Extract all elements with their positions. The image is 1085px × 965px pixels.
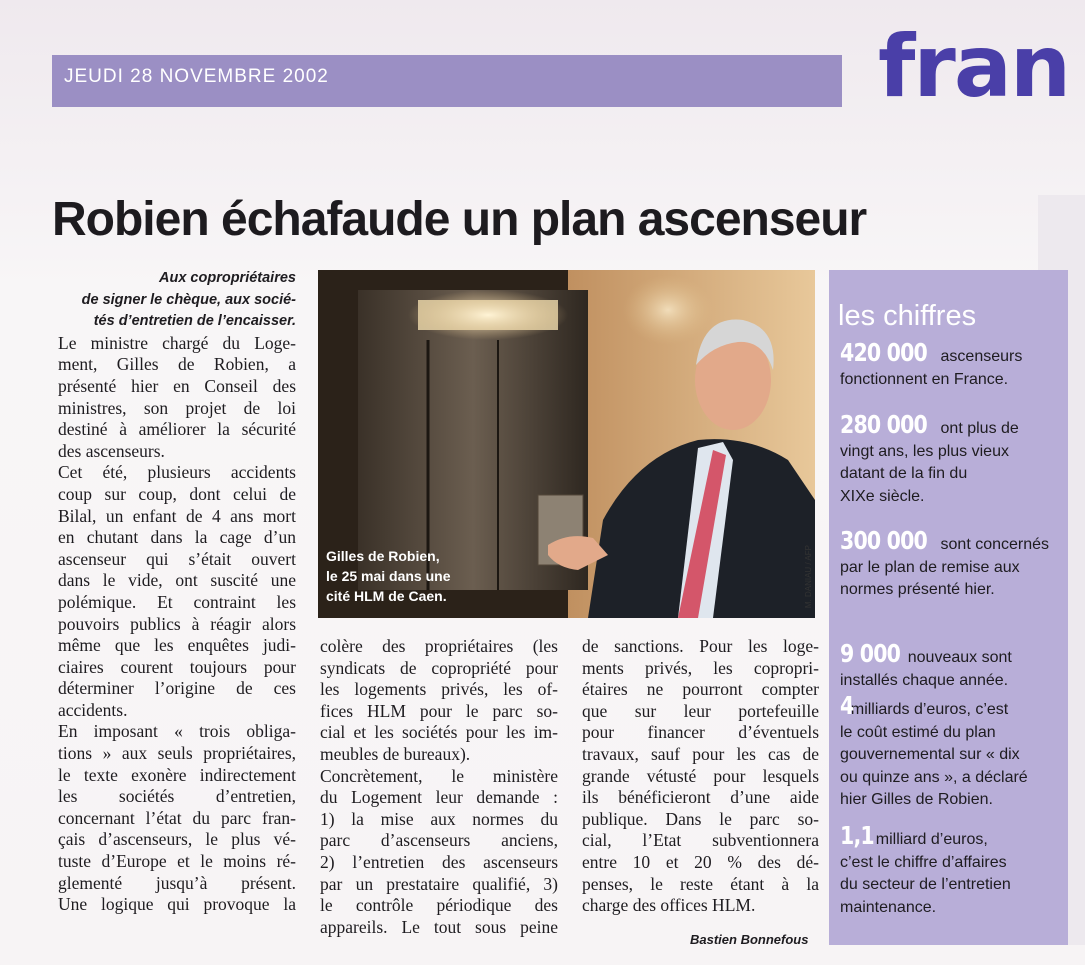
stat-line: gouvernemental sur « dix (840, 746, 1020, 763)
body-line: glementé jusqu’à présent. (58, 872, 296, 893)
article-column-1 (58, 268, 296, 916)
body-line: les logements privés, les of- (320, 679, 558, 700)
stat-line: ont plus de (940, 420, 1019, 437)
stat-item (840, 410, 1062, 508)
intro-line: Aux copropriétaires (159, 270, 296, 286)
sidebar-title: les chiffres (838, 300, 977, 332)
stat-line: fonctionnent en France. (840, 370, 1009, 388)
intro-line: tés d’entretien de l’encaisser. (93, 313, 296, 330)
caption-line: cité HLM de Caen. (326, 588, 447, 604)
stat-line: milliard d’euros, (875, 831, 988, 848)
stat-line: maintenance. (840, 898, 937, 916)
article-column-2 (320, 636, 558, 938)
stat-number: 280 000 (840, 410, 927, 439)
article-column-3 (582, 636, 819, 917)
body-line: Concrètement, le ministère (320, 765, 558, 786)
body-line: ment, Gilles de Robien, a (58, 354, 296, 375)
body-line: de sanctions. Pour les loge- (582, 636, 819, 656)
body-line: accidents. (58, 699, 128, 720)
stat-line: ou quinze ans », a déclaré (840, 768, 1028, 786)
stat-item (840, 338, 1062, 391)
stat-line: datant de la fin du (840, 465, 968, 482)
stat-line: milliards d’euros, c’est (850, 701, 1009, 718)
stat-line: nouveaux sont (907, 649, 1012, 666)
body-line: tions » aux seuls propriétaires, (58, 743, 296, 764)
stat-line: le coût estimé du plan (840, 723, 996, 741)
body-line: ciaires courent toujours pour (58, 656, 296, 677)
body-line: ments privés, les copropri- (582, 657, 819, 678)
body-line: çais d’ascenseurs, le plus vé- (58, 829, 296, 850)
body-line: Bilal, un enfant de 4 ans mort (58, 505, 296, 526)
body-line: par un prestataire qualifié, 3) (320, 873, 558, 894)
body-line: que sur leur portefeuille (582, 700, 819, 721)
stat-line: sont concernés (940, 536, 1050, 553)
body-line: fices HLM pour le parc so- (320, 700, 558, 721)
stat-line: du secteur de l’entretien (840, 876, 1011, 893)
stat-number: 300 000 (840, 526, 927, 555)
body-line: syndicats de copropriété pour (320, 657, 558, 678)
stat-item (840, 639, 1062, 692)
body-line: colère des propriétaires (les (320, 636, 558, 656)
body-line: dans le vide, ont suscité une (58, 570, 296, 591)
body-line: coup sur coup, dont celui de (58, 483, 296, 504)
body-line: travaux, sauf pour les cas de (582, 743, 819, 764)
article-byline: Bastien Bonnefous (690, 932, 809, 947)
body-line: penses, le reste étant à la (582, 873, 819, 894)
body-line: parc d’ascenseurs anciens, (320, 830, 558, 851)
body-line: concernant l’état du parc fran- (58, 807, 296, 828)
body-line: cial et les sociétés pour les im- (320, 722, 558, 743)
body-line: appareils. Le tout sous peine (320, 916, 558, 937)
body-line: le contrôle périodique des (320, 895, 558, 916)
body-line: Une logique qui provoque la (58, 894, 296, 915)
body-line: ascenseur qui s’était ouvert (58, 548, 296, 569)
body-line: le texte exonère indirectement (58, 764, 296, 785)
stat-line: par le plan de remise aux (840, 558, 1020, 576)
intro-line: de signer le chèque, aux socié- (81, 291, 296, 308)
body-line: pour financer d’éventuels (582, 722, 819, 743)
body-line: déterminer l’origine de ces (58, 678, 296, 699)
body-line: 2) l’entretien des ascenseurs (320, 851, 558, 872)
photo-credit: M. DANIAU / AFP (804, 544, 813, 608)
body-line: du Logement leur demande : (320, 787, 558, 808)
stat-number: 420 000 (840, 338, 927, 367)
stat-number: 9 000 (840, 639, 901, 668)
stat-number: 4 (840, 691, 854, 720)
body-line: même que les enquêtes judi- (58, 635, 296, 656)
caption-line: Gilles de Robien, (326, 548, 440, 564)
body-line: En imposant « trois obliga- (58, 721, 296, 742)
body-line: des ascenseurs. (58, 440, 165, 461)
body-line: ils bénéficieront d’une aide (582, 787, 819, 808)
body-line: Le ministre chargé du Loge- (58, 332, 296, 353)
body-line: meubles de bureaux). (320, 743, 471, 764)
newspaper-masthead: fran (878, 17, 1070, 117)
stat-line: installés chaque année. (840, 671, 1009, 689)
body-line: tuste d’Europe et le moins ré- (58, 851, 296, 872)
stat-number: 1,1 (840, 821, 874, 850)
body-line: étaires ne pourront compter (582, 679, 819, 700)
body-line: entre 10 et 20 % des dé- (582, 851, 819, 872)
body-line: grande vétusté pour lesquels (582, 765, 819, 786)
photo-caption (326, 546, 486, 606)
body-line: en chutant dans la cage d’un (58, 527, 296, 548)
stat-line: normes présenté hier. (840, 581, 995, 598)
stat-line: c’est le chiffre d’affaires (840, 853, 1007, 871)
body-line: pouvoirs publics à réagir alors (58, 613, 296, 634)
stat-item (840, 821, 1062, 919)
article-headline: Robien échafaude un plan ascenseur (52, 193, 867, 246)
body-line: polémique. Et contraint les (58, 591, 296, 612)
body-line: 1) la mise aux normes du (320, 808, 558, 829)
body-line: publique. Dans le parc so- (582, 808, 819, 829)
stat-item (840, 691, 1062, 812)
stat-line: XIXe siècle. (840, 487, 925, 505)
issue-date: JEUDI 28 NOVEMBRE 2002 (64, 66, 329, 87)
article-photo (318, 270, 815, 618)
body-line: Cet été, plusieurs accidents (58, 462, 296, 483)
stat-item (840, 526, 1062, 602)
caption-line: le 25 mai dans une (326, 568, 451, 584)
stat-line: ascenseurs (940, 348, 1023, 365)
body-line: cial, l’Etat subventionnera (582, 830, 819, 851)
stat-line: hier Gilles de Robien. (840, 791, 993, 808)
body-line: destiné à améliorer la sécurité (58, 419, 296, 440)
body-line: ministres, son projet de loi (58, 397, 296, 418)
body-line: présenté hier en Conseil des (58, 375, 296, 396)
stat-line: vingt ans, les plus vieux (840, 442, 1009, 460)
body-line: charge des offices HLM. (582, 895, 756, 916)
body-line: les sociétés d’entretien, (58, 786, 296, 807)
